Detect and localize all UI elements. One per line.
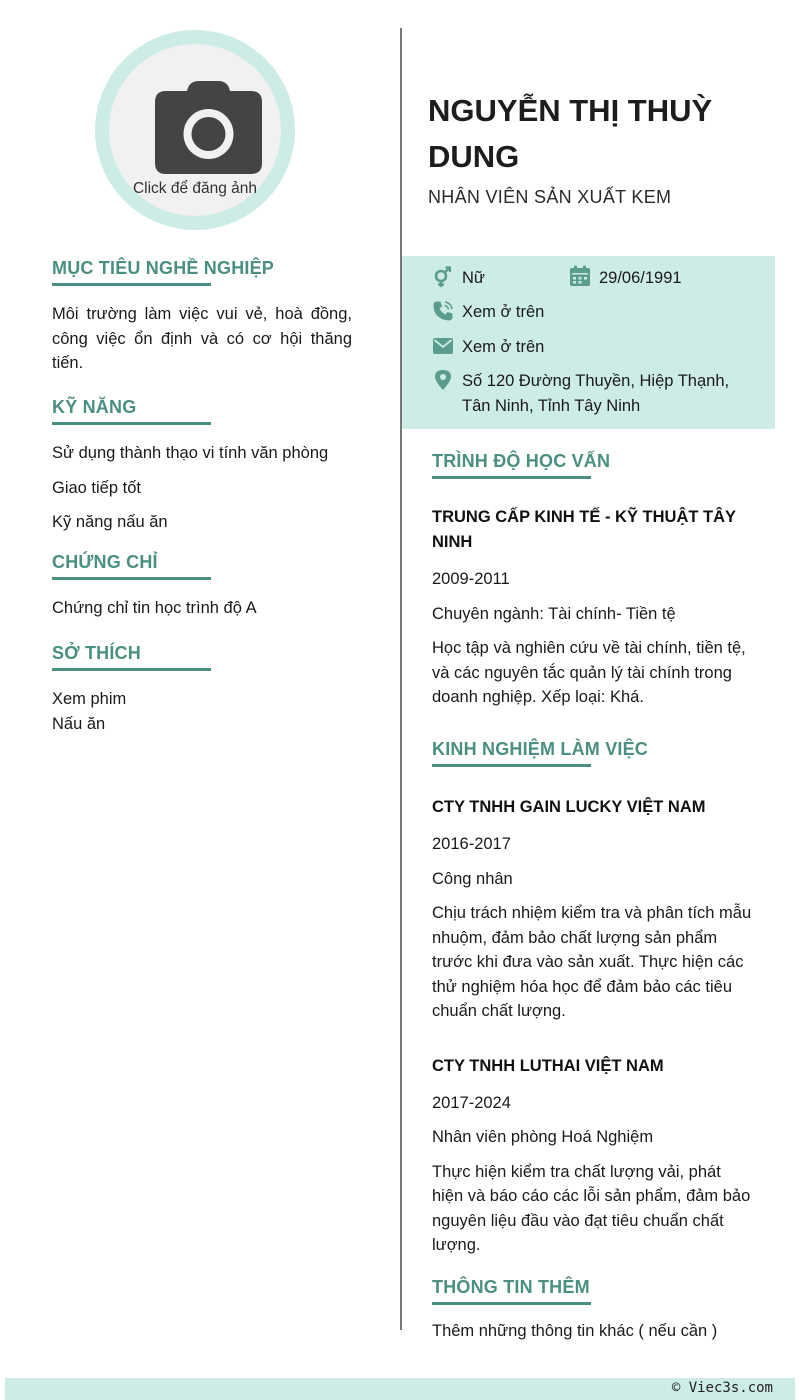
hobby-item: Xem phim [52, 690, 127, 708]
section-title: THÔNG TIN THÊM [432, 1277, 590, 1297]
footer-bar [5, 1378, 795, 1400]
email-icon [432, 335, 454, 357]
calendar-icon [569, 265, 591, 287]
company-name: CTY TNHH GAIN LUCKY VIỆT NAM [432, 798, 706, 816]
address-value: Số 120 Đường Thuyền, Hiệp Thạnh, Tân Ninh, Tỉnh Tây Ninh [462, 372, 730, 415]
job-position: Nhân viên phòng Hoá Nghiệm [432, 1128, 654, 1146]
section-underline [432, 764, 591, 767]
additional-info-section [432, 1277, 762, 1344]
gender-icon [432, 266, 454, 288]
avatar-placeholder[interactable] [109, 44, 281, 216]
job-title: NHÂN VIÊN SẢN XUẤT KEM [428, 187, 672, 207]
column-divider [400, 28, 402, 1330]
certificates-section [52, 552, 352, 621]
avatar-upload[interactable] [95, 30, 295, 230]
career-objective-section [52, 258, 352, 376]
skill-item: Giao tiếp tốt [52, 478, 141, 497]
phone-value: Xem ở trên [462, 303, 545, 321]
experience-section [432, 739, 762, 1258]
skill-item: Kỹ năng nấu ăn [52, 513, 168, 531]
company-name: CTY TNHH LUTHAI VIỆT NAM [432, 1056, 664, 1075]
section-underline [52, 422, 211, 425]
career-objective-text: Môi trường làm việc vui vẻ, hoà đồng, công việc ổn định và có cơ hội thăng tiến. [52, 305, 352, 372]
section-underline [432, 476, 591, 479]
skill-item: Sử dụng thành thạo vi tính văn phòng [52, 444, 329, 462]
section-underline [432, 1302, 591, 1305]
phone-icon [432, 300, 454, 322]
gender-value: Nữ [462, 269, 485, 287]
contact-info-box [402, 256, 775, 429]
footer-watermark[interactable]: © Viec3s.com [671, 1380, 773, 1396]
avatar-caption: Click để đăng ảnh [132, 180, 258, 197]
job-period: 2017-2024 [432, 1093, 511, 1112]
birthdate-value: 29/06/1991 [599, 269, 682, 287]
education-major: Chuyên ngành: Tài chính- Tiền tệ [432, 604, 676, 623]
certificate-item: Chứng chỉ tin học trình độ A [52, 599, 257, 617]
job-position: Công nhân [432, 869, 513, 888]
section-underline [52, 668, 211, 671]
section-title: MỤC TIÊU NGHỀ NGHIỆP [52, 258, 275, 278]
section-underline [52, 577, 211, 580]
education-section [432, 451, 762, 710]
section-title: KỸ NĂNG [52, 397, 137, 417]
location-pin-icon [432, 369, 454, 391]
section-title: CHỨNG CHỈ [52, 552, 158, 572]
job-description: Chịu trách nhiệm kiểm tra và phân tích mẫu nhuộm, đảm bảo chất lượng sản phẩm trước khi đưa vào sản xuất. Thực hiện các thử nghiệm hóa học để đảm bảo các tiêu chuẩn chất lượng. [432, 904, 752, 1020]
job-period: 2016-2017 [432, 835, 511, 853]
section-title: KINH NGHIỆM LÀM VIỆC [432, 739, 649, 759]
section-title: SỞ THÍCH [52, 643, 141, 663]
additional-info-text: Thêm những thông tin khác ( nếu cần ) [432, 1322, 718, 1340]
section-underline [52, 283, 211, 286]
section-title: TRÌNH ĐỘ HỌC VẤN [432, 451, 611, 471]
education-period: 2009-2011 [432, 570, 510, 588]
skills-section [52, 397, 352, 535]
hobbies-section [52, 643, 352, 736]
candidate-name: NGUYỄN THỊ THUỲ DUNG [428, 93, 713, 174]
camera-icon [155, 81, 262, 174]
education-description: Học tập và nghiên cứu về tài chính, tiền tệ, và các nguyên tắc quản lý tài chính trong doanh nghiệp. Xếp loại: Khá. [432, 639, 746, 706]
hobby-item: Nấu ăn [52, 714, 106, 733]
email-value: Xem ở trên [462, 338, 545, 356]
job-description: Thực hiện kiểm tra chất lượng vải, phát hiện và báo cáo các lỗi sản phẩm, đảm bảo nguyên liệu đầu vào đạt tiêu chuẩn chất lượng. [432, 1162, 751, 1254]
school-name: TRUNG CẤP KINH TẾ - KỸ THUẬT TÂY NINH [432, 508, 736, 551]
